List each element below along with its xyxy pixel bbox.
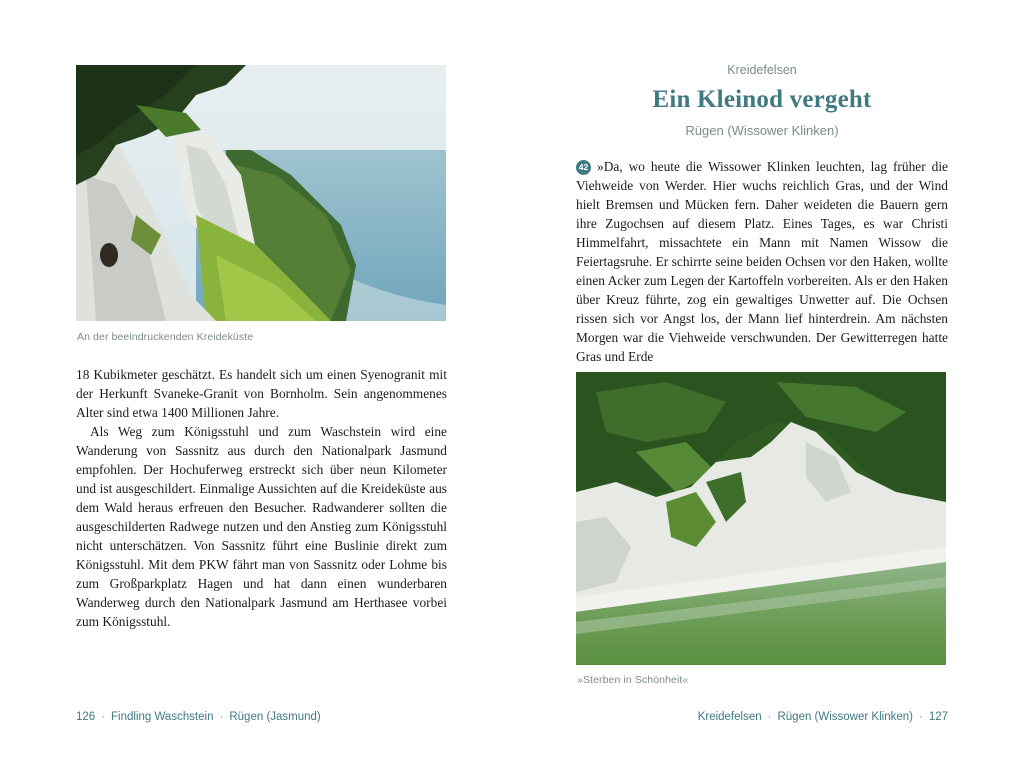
- story-body: »Da, wo heute die Wissower Klinken leuchten, lag früher die Viehweide von Werder. Hier wuchs reichlich Gras, und der Wind hielt Bremsen und Mücken fern. Daher weideten die Bauern gern ihre Zugochsen auf diesem Platz. Eines Tages, es war Christi Himmelfahrt, missachtete ein Mann mit Namen Wissow die Feiertagsruhe. Er schirrte seine beiden Ochsen vor den Haken, wollte einen Acker zum Legen der Kartoffeln vorbereiten. Als er den Haken über Kreuz führte, zog ein gewaltiges Unwetter auf. Die Ochsen rissen sich vor Angst los, der Mann lief hinterdrein. Am nächsten Morgen war die Viehweide verschwunden. Der Gewitterregen hatte Gras und Erde: [576, 159, 948, 364]
- footer-location: Rügen (Wissower Klinken): [777, 711, 913, 723]
- separator: ·: [918, 711, 923, 723]
- page-subtitle: Rügen (Wissower Klinken): [685, 123, 839, 138]
- separator: ·: [219, 711, 224, 723]
- story-number-badge: 42: [576, 160, 591, 175]
- right-page: [512, 0, 1024, 778]
- story-paragraph: [576, 157, 948, 366]
- chapter-kicker: Kreidefelsen: [727, 63, 797, 77]
- separator: ·: [767, 711, 772, 723]
- story-text: [576, 157, 948, 366]
- footer-left: [76, 711, 321, 723]
- body-text: [76, 365, 447, 631]
- footer-location: Rügen (Jasmund): [229, 711, 321, 723]
- paragraph: 18 Kubikmeter geschätzt. Es handelt sich um einen Syenogranit mit der Herkunft Svaneke-Granit von Bornholm. Sein angenommenes Alter sind etwa 1400 Millionen Jahre.: [76, 367, 447, 420]
- page-number: 126: [76, 711, 96, 723]
- chalk-cliff-photo: [76, 65, 446, 321]
- page-title: Ein Kleinod vergeht: [652, 86, 872, 113]
- footer-right: [698, 711, 948, 723]
- footer-section: Kreidefelsen: [697, 711, 762, 723]
- photo-caption: An der beeindruckenden Kreideküste: [77, 331, 254, 343]
- photo-caption: »Sterben in Schönheit«: [577, 674, 689, 686]
- page-number: 127: [928, 711, 948, 723]
- aerial-cliff-photo: [576, 372, 946, 665]
- paragraph: Als Weg zum Königsstuhl und zum Waschstein wird eine Wanderung von Sassnitz aus durch den Nationalpark Jasmund empfohlen. Der Hochuferweg erstreckt sich über neun Kilometer und ist ausgeschildert. Einmalige Aussichten auf die Kreideküste aus dem Wald heraus erfreuen den Besucher. Radwanderer sollten die ausgeschilderten Radwege nutzen und den Anstieg zum Königsstuhl nicht unterschätzen. Von Sassnitz führt eine Buslinie direkt zum Königsstuhl. Mit dem PKW fährt man von Sassnitz oder Lohme bis zum Großparkplatz Hagen und hat dann einen wunderbaren Wanderweg durch den Nationalpark Jasmund am Herthasee vorbei zum Königsstuhl.: [76, 424, 447, 629]
- separator: ·: [101, 711, 106, 723]
- footer-section: Findling Waschstein: [111, 711, 214, 723]
